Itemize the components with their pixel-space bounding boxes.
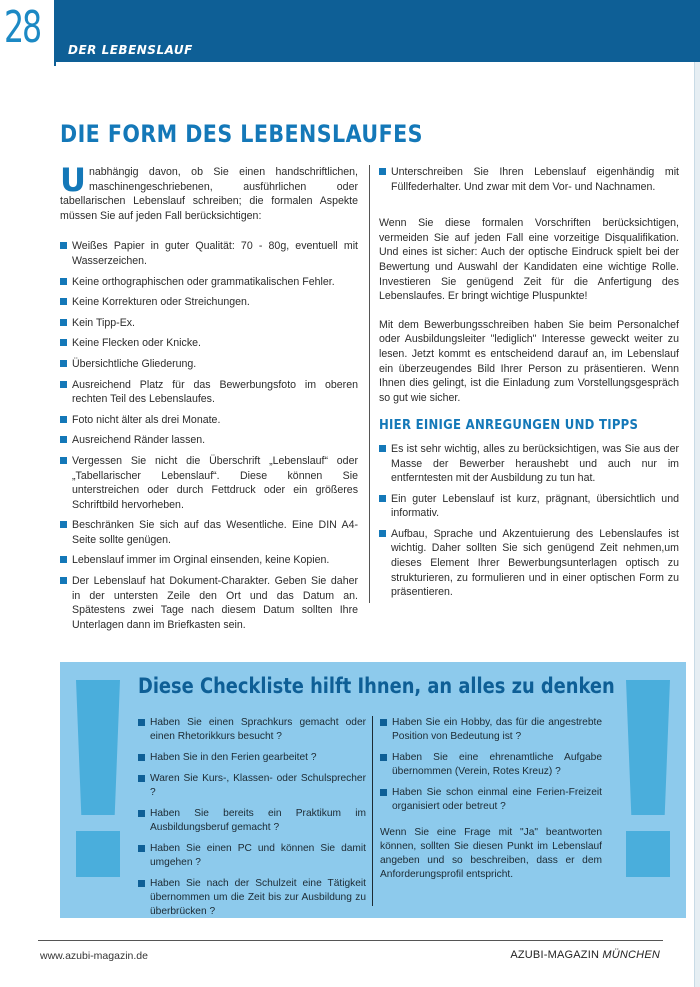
bullet-square-icon bbox=[138, 810, 145, 817]
bullet-square-icon bbox=[380, 789, 387, 796]
footer-url: www.azubi-magazin.de bbox=[40, 950, 148, 962]
checklist-item: Haben Sie einen Sprachkurs gemacht oder einen Rhetorikkurs besucht ? bbox=[138, 716, 366, 744]
formal-aspects-list bbox=[60, 239, 358, 632]
right-column bbox=[379, 165, 679, 606]
list-item: Ein guter Lebenslauf ist kurz, prägnant, übersichtlich und informativ. bbox=[379, 492, 679, 521]
page-edge bbox=[694, 62, 700, 987]
bullet-square-icon bbox=[380, 719, 387, 726]
checklist-box bbox=[60, 662, 686, 918]
checklist-item: Haben Sie bereits ein Praktikum im Ausbildungsberuf gemacht ? bbox=[138, 807, 366, 835]
paragraph-disqualification: Wenn Sie diese formalen Vorschriften berücksichtigen, vermeiden Sie auf jeden Fall eine vorzeitige Disqualifikation. Und eines ist sicher: Auch der optische Eindruck spielt bei der Bewertung und Auswahl der Kandidaten eine wichtige Rolle. Investieren Sie genügend Zeit für die Anfertigung des Lebenslaufes. Er bringt wichtige Pluspunkte! bbox=[379, 217, 679, 303]
list-item: Es ist sehr wichtig, alles zu berücksichtigen, was Sie aus der Masse der Bewerber heraushebt und auch nur im entferntesten mit der Ausbildung zu tun hat. bbox=[379, 442, 679, 486]
intro-text: nabhängig davon, ob Sie einen handschriftlichen, maschinengeschriebenen, ausführlichen oder tabellarischen Lebenslauf schreiben; die formalen Aspekte müssen Sie auf jeden Fall berücksichtigen: bbox=[60, 166, 358, 222]
checklist-left-column bbox=[138, 716, 366, 926]
footer-magazine: AZUBI-MAGAZIN MÜNCHEN bbox=[510, 949, 660, 961]
list-item: Keine Flecken oder Knicke. bbox=[60, 336, 358, 351]
checklist-item: Haben Sie schon einmal eine Ferien-Freizeit organisiert oder betreut ? bbox=[380, 786, 602, 814]
bullet-square-icon bbox=[138, 775, 145, 782]
list-item: Keine orthographischen oder grammatikalischen Fehler. bbox=[60, 275, 358, 290]
list-item: Beschränken Sie sich auf das Wesentliche. Eine DIN A4-Seite sollte genügen. bbox=[60, 518, 358, 547]
tips-heading: HIER EINIGE ANREGUNGEN UND TIPPS bbox=[379, 418, 639, 434]
bullet-square-icon bbox=[60, 556, 67, 563]
list-item: Keine Korrekturen oder Streichungen. bbox=[60, 295, 358, 310]
bullet-square-icon bbox=[60, 521, 67, 528]
checklist-item: Haben Sie einen PC und können Sie damit umgehen ? bbox=[138, 842, 366, 870]
intro-paragraph bbox=[60, 161, 358, 223]
footer-rule bbox=[38, 940, 663, 941]
checklist-item: Haben Sie eine ehrenamtliche Aufgabe übernommen (Verein, Rotes Kreuz) ? bbox=[380, 751, 602, 779]
list-item: Der Lebenslauf hat Dokument-Charakter. Geben Sie daher in der untersten Zeile den Ort und das Datum an. Spätestens zwei Tage nach diesem Datum sollten Ihre Unterlagen dann im Briefkasten sein. bbox=[60, 574, 358, 632]
bullet-square-icon bbox=[60, 298, 67, 305]
list-item: Aufbau, Sprache und Akzentuierung des Lebenslaufes ist wichtig. Daher sollten Sie sich genügend Zeit nehmen,um dieses Element Ihrer Bewerbungsunterlagen optisch zu strukturieren, zu formulieren und in einer optischen Form zu präsentieren. bbox=[379, 527, 679, 600]
bullet-square-icon bbox=[60, 360, 67, 367]
checklist-item: Haben Sie ein Hobby, das für die angestrebte Position von Bedeutung ist ? bbox=[380, 716, 602, 744]
bullet-square-icon bbox=[60, 436, 67, 443]
list-item: Kein Tipp-Ex. bbox=[60, 316, 358, 331]
checklist-right-column bbox=[380, 716, 602, 896]
section-label: DER LEBENSLAUF bbox=[68, 43, 193, 57]
list-item: Unterschreiben Sie Ihren Lebenslauf eigenhändig mit Füllfederhalter. Und zwar mit dem Vor- und Nachnamen. bbox=[379, 165, 679, 194]
list-item: Übersichtliche Gliederung. bbox=[60, 357, 358, 372]
left-column bbox=[60, 161, 358, 638]
drop-cap: U bbox=[60, 161, 86, 199]
bullet-square-icon bbox=[60, 242, 67, 249]
signature-list bbox=[379, 165, 679, 194]
checklist-divider bbox=[372, 716, 373, 906]
page-number: 28 bbox=[4, 2, 40, 53]
list-item: Vergessen Sie nicht die Überschrift „Lebenslauf“ oder „Tabellarischer Lebenslauf“. Diese können Sie unterstreichen oder durch Fettdruck oder ein größeres Schriftbild hervorheben. bbox=[60, 454, 358, 512]
checklist-title: Diese Checkliste hilft Ihnen, an alles zu denken bbox=[138, 674, 615, 698]
column-divider bbox=[369, 165, 370, 603]
list-item: Foto nicht älter als drei Monate. bbox=[60, 413, 358, 428]
bullet-square-icon bbox=[60, 381, 67, 388]
bullet-square-icon bbox=[60, 577, 67, 584]
bullet-square-icon bbox=[138, 719, 145, 726]
bullet-square-icon bbox=[379, 445, 386, 452]
list-item: Lebenslauf immer im Orginal einsenden, keine Kopien. bbox=[60, 553, 358, 568]
footer-city: MÜNCHEN bbox=[602, 949, 660, 961]
checklist-closing: Wenn Sie eine Frage mit "Ja" beantworten können, sollten Sie diesen Punkt im Lebenslauf angeben und so beschreiben, dass er dem Anforderungsprofil entspricht. bbox=[380, 827, 602, 880]
bullet-square-icon bbox=[379, 168, 386, 175]
list-item: Weißes Papier in guter Qualität: 70 - 80g, eventuell mit Wasserzeichen. bbox=[60, 239, 358, 268]
page-number-box bbox=[0, 0, 56, 66]
checklist-item: Haben Sie in den Ferien gearbeitet ? bbox=[138, 751, 366, 765]
checklist-item: Waren Sie Kurs-, Klassen- oder Schulsprecher ? bbox=[138, 772, 366, 800]
bullet-square-icon bbox=[138, 845, 145, 852]
bullet-square-icon bbox=[60, 319, 67, 326]
bullet-square-icon bbox=[60, 339, 67, 346]
bullet-square-icon bbox=[379, 530, 386, 537]
bullet-square-icon bbox=[60, 416, 67, 423]
bullet-square-icon bbox=[60, 278, 67, 285]
bullet-square-icon bbox=[138, 754, 145, 761]
list-item: Ausreichend Platz für das Bewerbungsfoto im oberen rechten Teil des Lebenslaufes. bbox=[60, 378, 358, 407]
checklist-item: Haben Sie nach der Schulzeit eine Tätigkeit übernommen um die Zeit bis zur Ausbildung zu überbrücken ? bbox=[138, 877, 366, 919]
bullet-square-icon bbox=[60, 457, 67, 464]
bullet-square-icon bbox=[138, 880, 145, 887]
paragraph-impression: Mit dem Bewerbungsschreiben haben Sie beim Personalchef oder Ausbildungsleiter "lediglich" Interesse geweckt weiter zu lesen. Jetzt kommt es entscheidend darauf an, im Lebenslauf ein überzeugendes Bild Ihrer Person zu präsentieren. Wenn Ihnen dies gelingt, ist die Einladung zum Vorstellungsgespräch so gut wie sicher. bbox=[379, 318, 679, 404]
tips-list bbox=[379, 442, 679, 600]
article-title: DIE FORM DES LEBENSLAUFES bbox=[60, 120, 423, 148]
list-item: Ausreichend Ränder lassen. bbox=[60, 433, 358, 448]
bullet-square-icon bbox=[380, 754, 387, 761]
bullet-square-icon bbox=[379, 495, 386, 502]
